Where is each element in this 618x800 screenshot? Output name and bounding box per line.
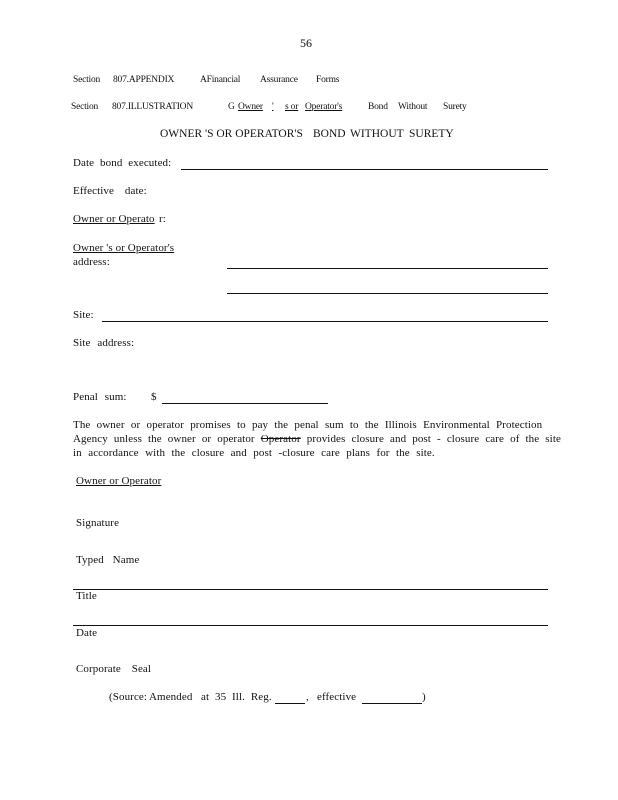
header-forms: Forms	[316, 75, 340, 85]
site-address-label: Site address:	[73, 337, 135, 349]
form-title-owner: OWNER	[160, 128, 203, 140]
penal-sum-label: Penal sum:	[73, 391, 127, 403]
owner-address-line-2[interactable]	[227, 293, 548, 294]
penal-sum-line[interactable]	[162, 403, 328, 404]
source-effective-line[interactable]	[362, 703, 422, 704]
typed-name-line[interactable]	[73, 589, 548, 590]
title-label: Title	[76, 590, 97, 602]
date-bond-executed-label: Date bond executed:	[73, 157, 172, 169]
header2-section-number: 807.ILLUSTRATION	[112, 102, 193, 112]
owner-address-line-1[interactable]	[227, 268, 548, 269]
header-appendix-letter: AFinancial	[200, 75, 241, 85]
paragraph-line-1: The owner or operator promises to pay the penal sum to the Illinois Environmental Protection	[73, 419, 543, 431]
corporate-seal-label: Corporate Seal	[76, 663, 152, 675]
site-line[interactable]	[102, 321, 548, 322]
header2-bond: Bond	[368, 102, 388, 112]
site-label: Site:	[73, 309, 94, 321]
form-title-without: WITHOUT	[350, 128, 404, 140]
page-number: 56	[300, 36, 312, 50]
paragraph-line-2-struck: Operator	[260, 433, 301, 445]
dollar-sign: $	[151, 391, 157, 403]
source-close: )	[422, 691, 426, 703]
source-reg-line[interactable]	[275, 703, 305, 704]
sign-owner-or-operator: Owner or Operator	[76, 475, 162, 487]
header2-surety: Surety	[443, 102, 467, 112]
header-section-label: Section	[73, 75, 101, 85]
owner-or-operator-label: Owner or Operato	[73, 213, 155, 225]
owner-address-label-2: address:	[73, 256, 110, 268]
form-title-bond: BOND	[313, 128, 346, 140]
owner-or-operator-colon: r:	[159, 213, 166, 225]
owner-address-label: Owner 's or Operator's	[73, 242, 175, 254]
date-bond-executed-line[interactable]	[181, 169, 548, 170]
source-at: at 35 Ill. Reg.	[201, 691, 272, 703]
header2-apostrophe: '	[272, 102, 274, 112]
effective-date-label: Effective date:	[73, 185, 147, 197]
header2-operator: Operator's	[305, 102, 343, 112]
signature-label: Signature	[76, 517, 120, 529]
header-section-number: 807.APPENDIX	[113, 75, 175, 85]
source-effective: effective	[317, 691, 357, 703]
source-open: (Source:	[109, 691, 148, 703]
source-comma: ,	[306, 691, 309, 703]
title-line[interactable]	[73, 625, 548, 626]
header2-illustration-letter: G	[228, 102, 235, 112]
form-title-s-or-operator: 'S OR OPERATOR'S	[205, 128, 303, 140]
header2-owner: Owner	[238, 102, 263, 112]
paragraph-line-2	[73, 433, 561, 445]
typed-name-label: Typed Name	[76, 554, 140, 566]
date-label: Date	[76, 627, 98, 639]
header2-without: Without	[398, 102, 428, 112]
paragraph-line-3: in accordance with the closure and post -closure care plans for the site.	[73, 447, 435, 459]
header-assurance: Assurance	[260, 75, 298, 85]
source-amended: Amended	[149, 691, 193, 703]
header2-section-label: Section	[71, 102, 99, 112]
paragraph-line-2-a: Agency unless the owner or operator	[73, 433, 255, 445]
paragraph-line-2-b: provides closure and post - closure care of the site	[306, 433, 561, 445]
header2-s-or: s or	[285, 102, 299, 112]
form-title-surety: SURETY	[409, 128, 454, 140]
